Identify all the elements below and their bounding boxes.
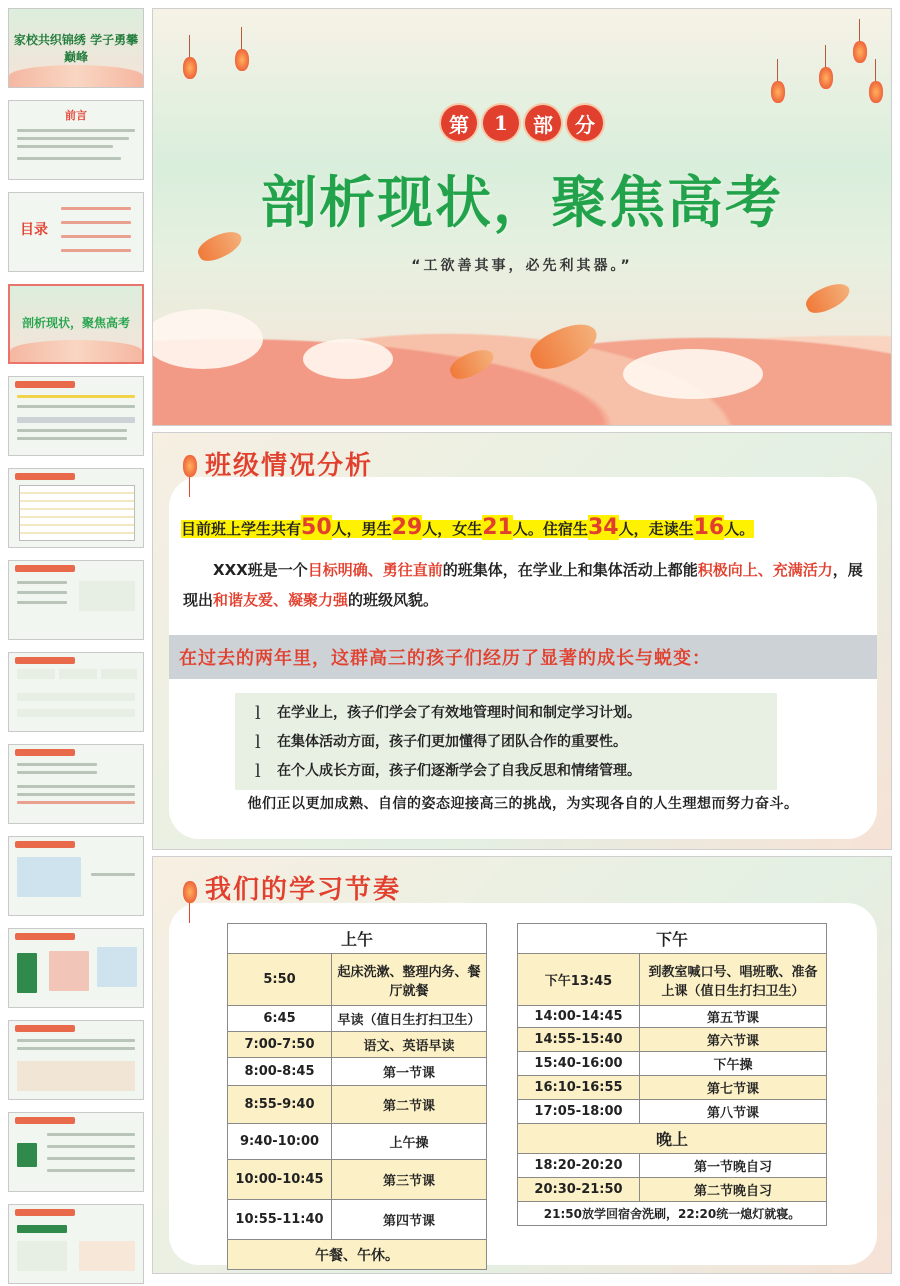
table-header: 上午 (228, 924, 487, 954)
student-stats: 目前班上学生共有50人，男生29人，女生21人。住宿生34人，走读生16人。 (181, 515, 755, 540)
slide-thumbnail-11[interactable] (8, 928, 144, 1008)
table-row: 16:10-16:55 第七节课 (518, 1076, 827, 1100)
lantern-icon (771, 81, 785, 103)
table-row: 10:00-10:45 第三节课 (228, 1160, 487, 1200)
growth-list (235, 693, 777, 790)
table-row: 15:40-16:00 下午操 (518, 1052, 827, 1076)
lantern-icon (183, 881, 197, 903)
slide-thumbnail-6[interactable] (8, 468, 144, 548)
table-row: 下午13:45 到教室喊口号、唱班歌、准备上课（值日生打扫卫生） (518, 954, 827, 1006)
slide-title: 我们的学习节奏 (205, 875, 402, 905)
slide-thumbnail-9[interactable] (8, 744, 144, 824)
slide-study-schedule (152, 856, 892, 1274)
slide-thumbnail-10[interactable] (8, 836, 144, 916)
slide-thumbnail-14[interactable] (8, 1204, 144, 1284)
slide-class-analysis (152, 432, 892, 850)
table-header: 晚上 (518, 1124, 827, 1154)
slide-thumbnail-7[interactable] (8, 560, 144, 640)
slide-thumbnail-8[interactable] (8, 652, 144, 732)
section-number-badge: 第 1 部 分 (153, 105, 891, 141)
lantern-icon (853, 41, 867, 63)
lantern-icon (819, 67, 833, 89)
afternoon-schedule-table (517, 923, 827, 1226)
slide-thumbnail-12[interactable] (8, 1020, 144, 1100)
table-row: 5:50 起床洗漱、整理内务、餐厅就餐 (228, 954, 487, 1006)
cloud-decoration (303, 339, 393, 379)
table-row: 10:55-11:40 第四节课 (228, 1200, 487, 1240)
table-row: 6:45 早读（值日生打扫卫生） (228, 1006, 487, 1032)
section-quote: “工欲善其事，必先利其器。” (411, 258, 633, 274)
cloud-decoration (623, 349, 763, 399)
slide-thumbnail-5[interactable] (8, 376, 144, 456)
wave-decoration (153, 275, 891, 425)
lantern-icon (235, 49, 249, 71)
slide-thumbnail-2[interactable]: 前言 (8, 100, 144, 180)
lantern-icon (869, 81, 883, 103)
slide-thumbnail-4[interactable]: 剖析现状，聚焦高考 (8, 284, 144, 364)
table-row: 14:00-14:45 第五节课 (518, 1006, 827, 1028)
section-title: 剖析现状，聚焦高考 (261, 170, 783, 236)
table-row: 20:30-21:50 第二节晚自习 (518, 1178, 827, 1202)
table-row: 17:05-18:00 第八节课 (518, 1100, 827, 1124)
table-footer: 21:50放学回宿舍洗刷，22:20统一熄灯就寝。 (518, 1202, 827, 1226)
slide-section-cover (152, 8, 892, 426)
table-row: 14:55-15:40 第六节课 (518, 1028, 827, 1052)
table-row: 8:55-9:40 第二节课 (228, 1086, 487, 1124)
table-row: 7:00-7:50 语文、英语早读 (228, 1032, 487, 1058)
list-item: l 在个人成长方面，孩子们逐渐学会了自我反思和情绪管理。 (255, 761, 641, 782)
closing-statement: 他们正以更加成熟、自信的姿态迎接高三的挑战，为实现各自的人生理想而努力奋斗。 (247, 796, 799, 812)
table-row: 18:20-20:20 第一节晚自习 (518, 1154, 827, 1178)
table-footer: 午餐、午休。 (228, 1240, 487, 1270)
slide-thumbnail-3[interactable]: 目录 (8, 192, 144, 272)
slide-thumbnail-1[interactable]: 家校共织锦绣 学子勇攀巅峰 (8, 8, 144, 88)
table-header: 下午 (518, 924, 827, 954)
lantern-icon (183, 57, 197, 79)
slide-thumbnail-13[interactable] (8, 1112, 144, 1192)
growth-banner: 在过去的两年里，这群高三的孩子们经历了显著的成长与蜕变： (169, 635, 877, 679)
list-item: l 在学业上，孩子们学会了有效地管理时间和制定学习计划。 (255, 703, 641, 724)
table-row: 8:00-8:45 第一节课 (228, 1058, 487, 1086)
lantern-icon (183, 455, 197, 477)
slide-title: 班级情况分析 (205, 451, 374, 481)
table-row: 9:40-10:00 上午操 (228, 1124, 487, 1160)
list-item: l 在集体活动方面，孩子们更加懂得了团队合作的重要性。 (255, 732, 627, 753)
morning-schedule-table (227, 923, 487, 1270)
class-description: XXX班是一个目标明确、勇往直前的班集体，在学业上和集体活动上都能积极向上、充满活力，展现出和谐友爱、凝聚力强的班级风貌。 (183, 561, 863, 609)
